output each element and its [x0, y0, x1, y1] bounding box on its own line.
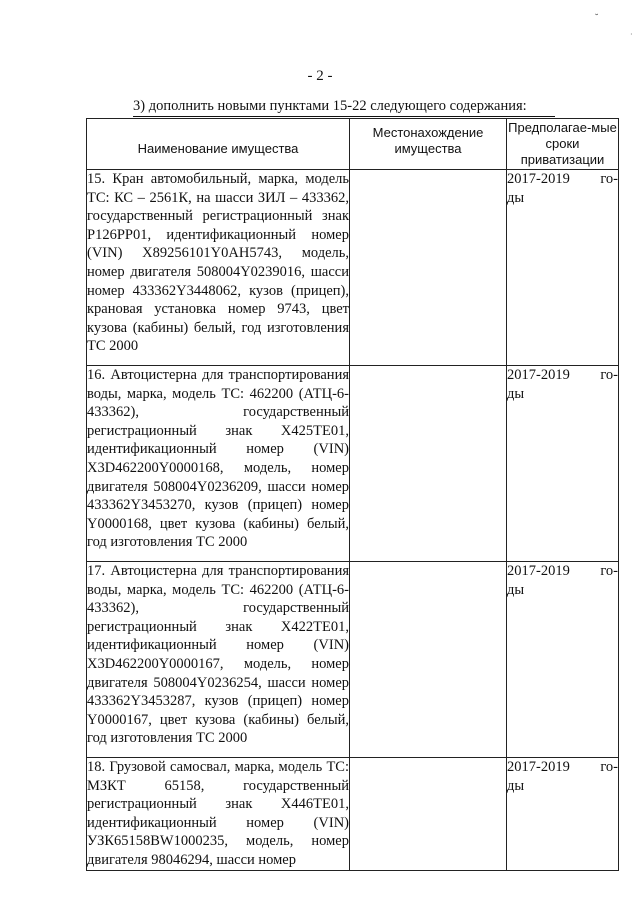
cell-name: 18. Грузовой самосвал, марка, модель ТС: МЗКТ 65158, государственный регистрационный знак Х446ТЕ01, идентификационный номер (VIN) УЗК65158ВW1000235, модель, номер двигателя 98046294, шасси номер: [87, 758, 350, 871]
cell-name: 15. Кран автомобильный, марка, модель ТС: КС – 2561К, на шасси ЗИЛ – 433362, государственный регистрационный знак Р126РР01, идентификационный номер (VIN) Х89256101Y0АН5743, модель, номер двигателя 508004Y0239016, шасси номер 433362Y3448062, кузов (прицеп), крановая установка номер 9743, цвет кузова (кабины) белый, год изготовления ТС 2000: [87, 170, 350, 366]
period-line-2: ды: [507, 777, 525, 794]
table-row: [87, 562, 619, 758]
scan-mark-2: ·: [630, 30, 633, 39]
header-location: [350, 119, 507, 170]
intro-underline: [133, 116, 555, 117]
page-number: - 2 -: [307, 68, 333, 84]
period-line-1: 2017-2019 го-: [507, 759, 618, 775]
table-row: [87, 170, 619, 366]
table-row: [87, 758, 619, 871]
header-period: [507, 119, 619, 170]
cell-name: 16. Автоцистерна для транспортирования воды, марка, модель ТС: 462200 (АТЦ-6-433362), государственный регистрационный знак Х425ТЕ01, идентификационный номер (VIN) Х3D462200Y0000168, модель, номер двигателя 508004Y0236209, шасси номер 433362Y3453270, кузов (прицеп) номер Y0000168, цвет кузова (кабины) белый, год изготовления ТС 2000: [87, 366, 350, 562]
cell-location: [350, 562, 507, 758]
cell-period: [507, 758, 619, 871]
table-row: [87, 366, 619, 562]
table-header-row: [87, 119, 619, 170]
header-name-label: Наименование имущества: [137, 141, 299, 156]
intro-text: 3) дополнить новыми пунктами 15-22 следующего содержания:: [133, 98, 527, 114]
period-line-2: ды: [507, 581, 525, 598]
period-line-1: 2017-2019 го-: [507, 563, 618, 579]
header-period-label: Предполагае-мые сроки приватизации: [508, 120, 617, 167]
cell-period: [507, 170, 619, 366]
period-line-2: ды: [507, 189, 525, 206]
header-name: [87, 119, 350, 170]
period-line-1: 2017-2019 го-: [507, 171, 618, 187]
cell-period: [507, 562, 619, 758]
cell-location: [350, 366, 507, 562]
cell-period: [507, 366, 619, 562]
period-line-1: 2017-2019 го-: [507, 367, 618, 383]
cell-location: [350, 758, 507, 871]
cell-name: 17. Автоцистерна для транспортирования воды, марка, модель ТС: 462200 (АТЦ-6-433362), государственный регистрационный знак Х422ТЕ01, идентификационный номер (VIN) Х3D462200Y0000167, модель, номер двигателя 508004Y0236254, шасси номер 433362Y3453287, кузов (прицеп) номер Y0000167, цвет кузова (кабины) белый, год изготовления ТС 2000: [87, 562, 350, 758]
header-location-label: Местонахождение имущества: [372, 125, 484, 156]
assets-table: [86, 118, 619, 871]
cell-location: [350, 170, 507, 366]
period-line-2: ды: [507, 385, 525, 402]
scan-mark: ˘: [595, 13, 599, 24]
